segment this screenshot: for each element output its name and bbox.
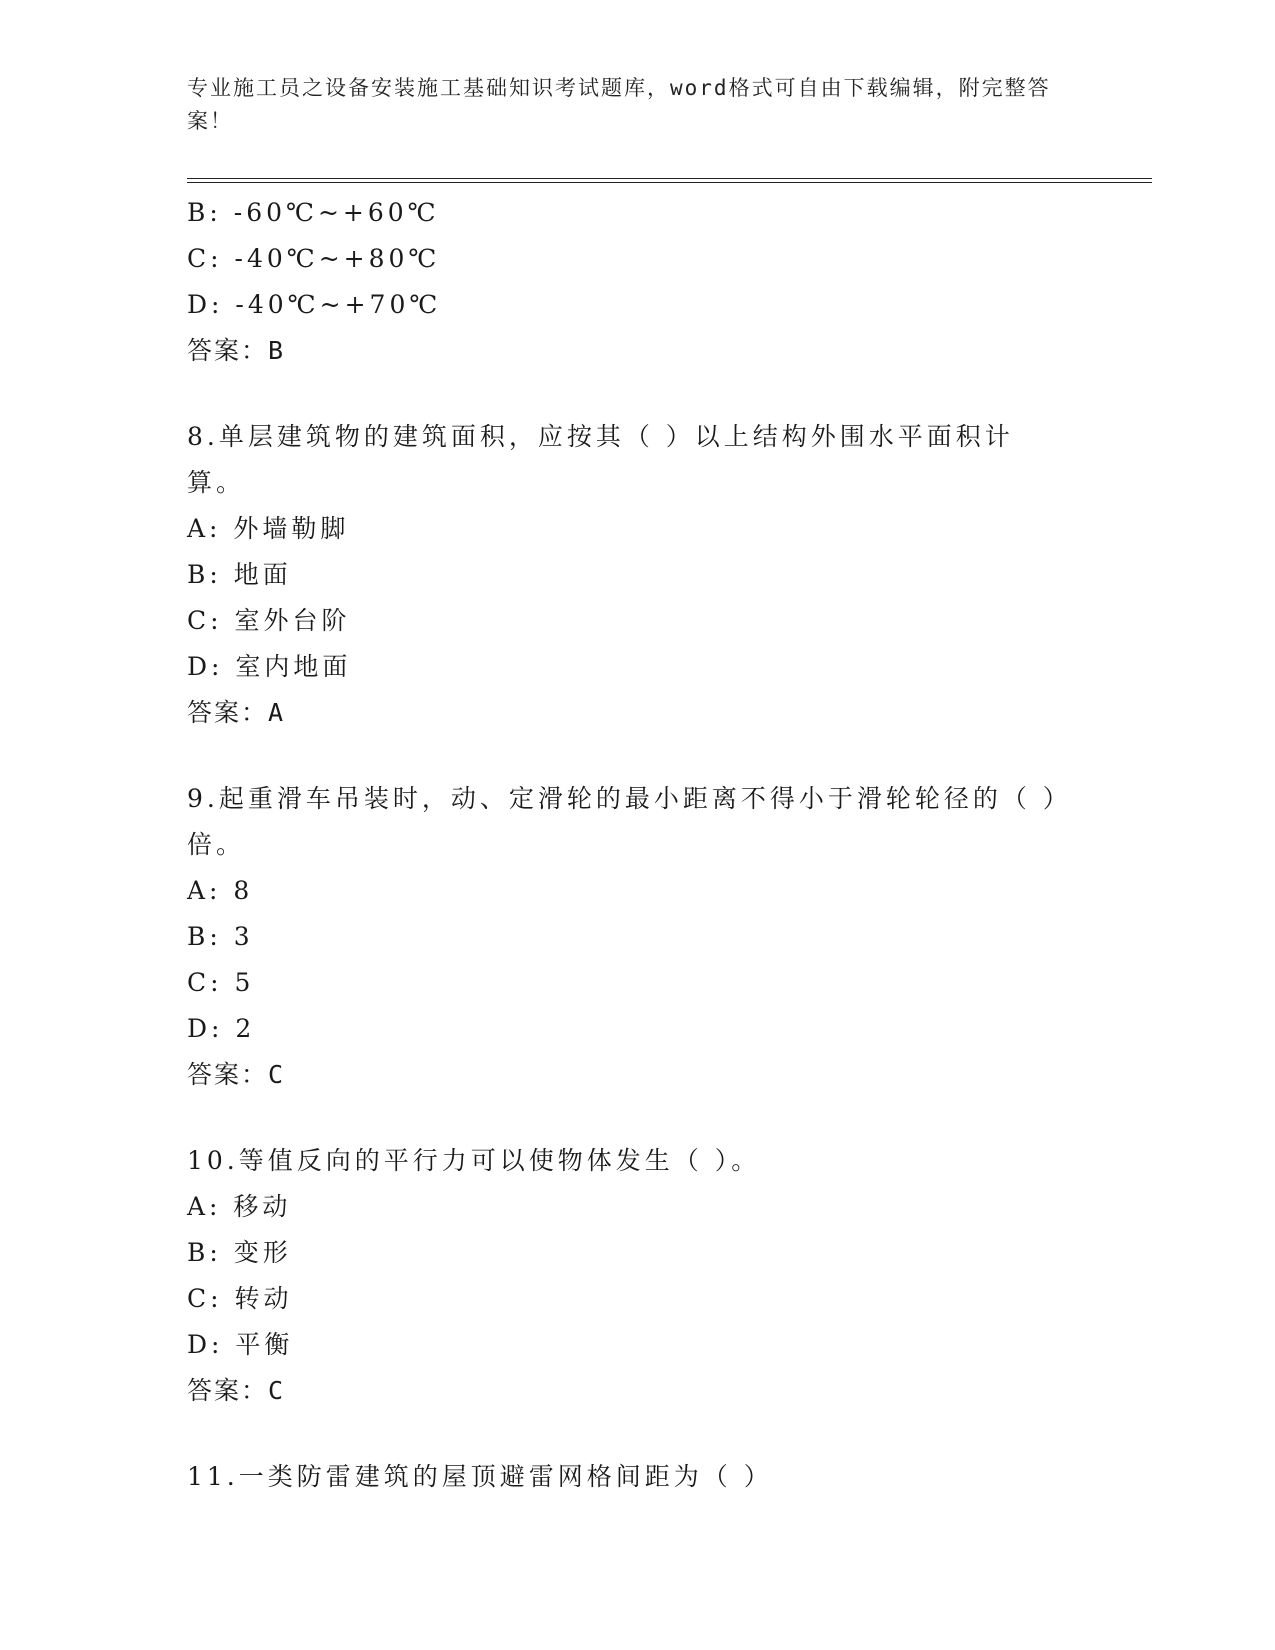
option-b: B: -60℃~+60℃ [187, 198, 440, 227]
option-b: B: 地面 [187, 560, 292, 589]
option-c: C: -40℃~+80℃ [187, 244, 441, 273]
document-title: 专业施工员之设备安装施工基础知识考试题库，word格式可自由下载编辑，附完整答案！ [187, 76, 1051, 133]
option-a: A: 移动 [187, 1192, 292, 1221]
option-b: B: 变形 [187, 1238, 292, 1267]
question-text: 11.一类防雷建筑的屋顶避雷网格间距为（ ） [187, 1462, 773, 1491]
option-d: D: 平衡 [187, 1330, 294, 1359]
option-d: D: 室内地面 [187, 652, 352, 681]
answer-line [187, 328, 1087, 374]
answer-value: A [268, 698, 286, 727]
option-d: D: -40℃~+70℃ [187, 290, 442, 319]
partial-question [187, 190, 1087, 374]
option-d: D: 2 [187, 1014, 256, 1043]
answer-value: B [268, 336, 286, 365]
page-header [187, 72, 1067, 138]
answer-value: C [268, 1060, 286, 1089]
answer-line [187, 1052, 1087, 1098]
option-a: A: 外墙勒脚 [187, 514, 350, 543]
answer-label: 答案： [187, 698, 269, 727]
answer-label: 答案： [187, 1060, 269, 1089]
question-8 [187, 414, 1087, 736]
question-list [187, 190, 1087, 1500]
question-text: 8.单层建筑物的建筑面积，应按其（ ）以上结构外围水平面积计算。 [187, 422, 1014, 497]
question-11 [187, 1454, 1087, 1500]
option-b: B: 3 [187, 922, 254, 951]
question-text: 9.起重滑车吊装时，动、定滑轮的最小距离不得小于滑轮轮径的（ ）倍。 [187, 784, 1060, 859]
question-9 [187, 776, 1087, 1098]
option-a: A: 8 [187, 876, 254, 905]
option-c: C: 转动 [187, 1284, 293, 1313]
question-10 [187, 1138, 1087, 1414]
answer-label: 答案： [187, 336, 269, 365]
answer-value: C [268, 1376, 286, 1405]
answer-label: 答案： [187, 1376, 269, 1405]
answer-line [187, 1368, 1087, 1414]
option-c: C: 5 [187, 968, 255, 997]
answer-line [187, 690, 1087, 736]
option-c: C: 室外台阶 [187, 606, 351, 635]
header-rule [187, 178, 1152, 183]
question-text: 10.等值反向的平行力可以使物体发生（ ）。 [187, 1146, 761, 1175]
